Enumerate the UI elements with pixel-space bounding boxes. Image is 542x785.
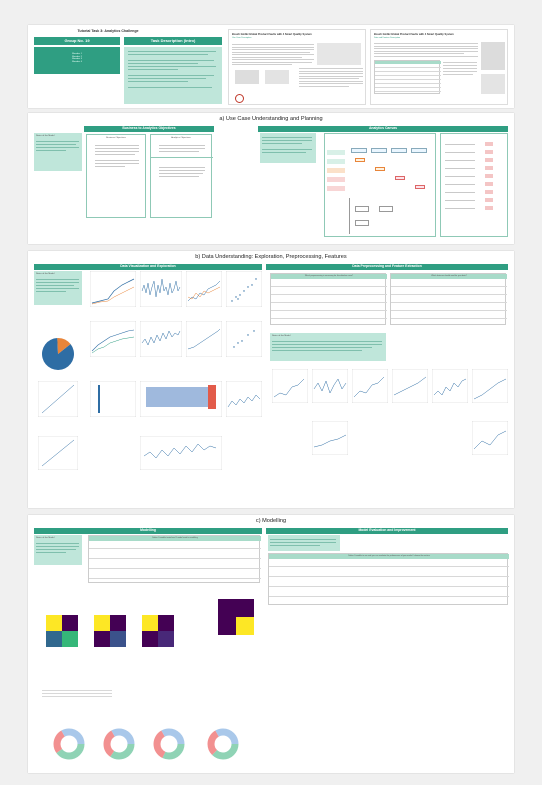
notes-box-c	[34, 535, 82, 565]
line-plot-3	[186, 271, 222, 307]
data-preprocessing-header: Data Preprocessing and Feature Extraction	[266, 264, 508, 270]
features-table	[390, 273, 506, 325]
section-b-title: b) Data Understanding: Exploration, Preprocessing, Features	[195, 254, 347, 260]
sensor-photo	[265, 70, 289, 84]
donut-chart-3	[152, 727, 186, 761]
model-structure-box	[440, 133, 508, 237]
line-plot-1	[90, 271, 136, 307]
scatter-plot-1	[226, 271, 262, 307]
metrics-table	[42, 687, 112, 699]
notes-box-b2	[270, 333, 386, 361]
member-1: Member 1	[72, 53, 82, 55]
noise-plot-1	[140, 381, 222, 417]
analytics-canvas-header: Analytics Canvas	[258, 126, 508, 132]
section-a-panel	[28, 113, 514, 244]
task-label: Task Description (Intro)	[124, 37, 222, 45]
confusion-matrix-4	[214, 595, 258, 639]
line-plot-4	[90, 321, 136, 357]
sensor-image	[481, 42, 505, 70]
feature-plot-4	[392, 369, 428, 403]
notes-label-c: Notes of the Model	[36, 537, 55, 539]
part-image	[481, 74, 505, 94]
feature-plot-5	[432, 369, 468, 403]
scatter-plot-2	[226, 321, 262, 357]
members-box	[34, 47, 120, 74]
evaluation-table-label: Define 3 models to use and you can evaluate the performance of your model / choose the metrics	[348, 555, 430, 557]
notes-box-a	[34, 133, 82, 171]
analytics-canvas-box	[324, 133, 436, 237]
scatter-plot-4	[38, 436, 78, 470]
doc1-title: Bosch GmbH Global Product Faults with 4 Smart Quality System	[232, 33, 312, 36]
section-c-title: c) Modelling	[255, 518, 287, 524]
evaluation-table	[268, 553, 508, 605]
doc2-subtitle: Data and Feature Description	[374, 37, 401, 39]
line-plot-2	[140, 271, 182, 307]
feature-plot-7	[312, 421, 348, 455]
line-plot-5	[140, 321, 182, 357]
donut-chart-2	[102, 727, 136, 761]
group-label: Group No. 19	[34, 37, 120, 45]
pie-slices	[42, 338, 74, 370]
bar-plot-1	[90, 381, 136, 417]
analytics-objectives-box	[150, 134, 212, 218]
pie-chart-class-distribution	[38, 334, 82, 374]
data-description-document	[370, 29, 508, 105]
donut-chart-1	[52, 727, 86, 761]
section-c-panel	[28, 515, 514, 773]
models-table	[88, 535, 260, 583]
feature-plot-8	[472, 421, 508, 455]
member-3: Member 3	[72, 58, 82, 61]
notes-label-a: Notes of the Model	[36, 135, 55, 137]
doc2-title: Bosch GmbH Global Product Faults with 4 Smart Quality System	[374, 33, 454, 36]
preprocessing-table-label: Which preprocessing is necessary for this data/use case?	[304, 275, 354, 277]
intro-panel	[28, 25, 514, 108]
task-desc-box	[124, 47, 222, 104]
section-a-title: a) Use Case Understanding and Planning	[219, 116, 323, 122]
feature-plot-2	[312, 369, 348, 403]
models-table-label: Define 3 models tested and 1 model used in modelling	[152, 537, 198, 539]
donut-chart-4	[206, 727, 240, 761]
feature-plot-3	[352, 369, 388, 403]
intro-title: Tutorial Task 3: Analytics Challenge	[77, 29, 139, 33]
line-plot-7	[226, 381, 262, 417]
line-plot-6	[186, 321, 222, 357]
business-objectives-header: Business to Analytics Objectives	[84, 126, 214, 132]
member-4: Member 4	[72, 61, 82, 64]
notes-label-b2: Notes of the Model	[272, 335, 291, 337]
machine-photo	[235, 70, 259, 84]
confusion-matrix-2	[90, 611, 130, 651]
business-objectives-box	[86, 134, 146, 218]
preprocessing-table	[270, 273, 386, 325]
doc1-subtitle: Use Case Description	[232, 37, 252, 39]
use-case-document	[228, 29, 366, 105]
feature-plot-1	[272, 369, 308, 403]
model-evaluation-header: Model Evaluation and Improvement	[266, 528, 508, 534]
modelling-header: Modelling	[34, 528, 262, 534]
section-b-panel	[28, 251, 514, 508]
data-visualization-header: Data Visualization and Exploration	[34, 264, 262, 270]
notes-label-b: Notes of the Model	[36, 273, 55, 275]
confusion-matrix-3	[138, 611, 178, 651]
confusion-matrix-1	[42, 611, 82, 651]
analytics-col-label: Analytics Objectives	[171, 137, 191, 139]
features-table-label: Which features should used for your data?	[431, 275, 467, 277]
feature-plot-6	[472, 369, 508, 403]
business-col-label: Business Objectives	[106, 137, 126, 139]
bosch-logo	[235, 94, 244, 103]
product-photo	[317, 43, 361, 65]
notes-box-b	[34, 271, 82, 305]
member-2: Member 2	[72, 55, 82, 58]
data-table	[374, 60, 440, 94]
notes-box-canvas	[260, 133, 316, 163]
caption-row	[90, 309, 136, 315]
notes-box-c2	[268, 535, 340, 551]
scatter-plot-3	[38, 381, 78, 417]
line-plot-8	[140, 436, 222, 470]
